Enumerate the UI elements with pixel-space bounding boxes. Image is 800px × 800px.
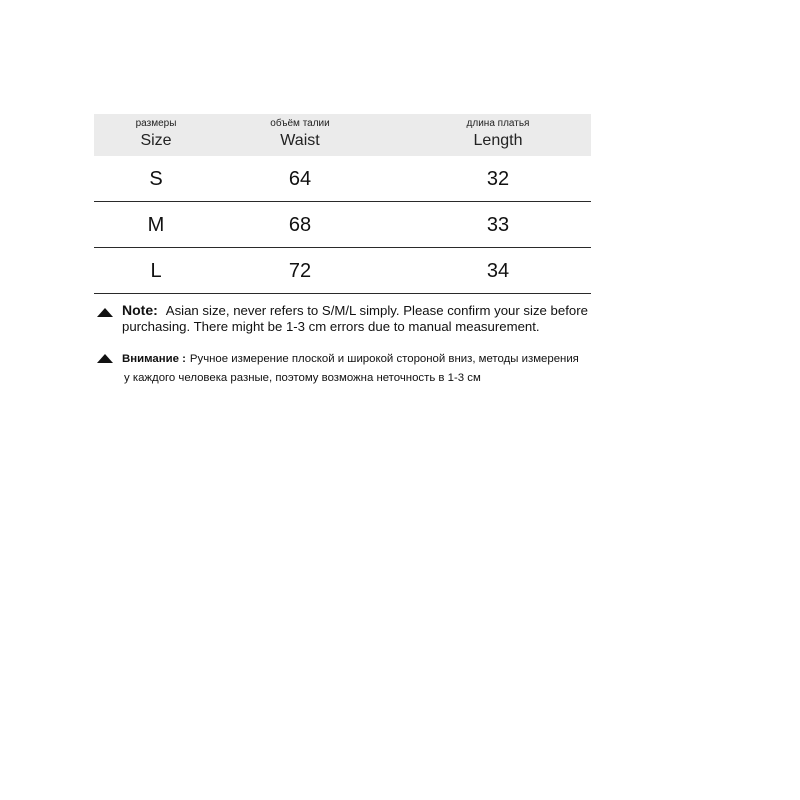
note-russian-text: [122, 350, 617, 388]
note-english-line-1: Asian size, never refers to S/M/L simply. Please confirm your size before: [165, 303, 588, 318]
length-cell: 32: [486, 167, 510, 190]
waist-cell: 64: [288, 167, 312, 190]
note-english-label: Note:: [122, 302, 158, 318]
table-header-row: [94, 114, 591, 156]
size-cell: M: [147, 213, 165, 236]
header-waist-ru: объём талии: [270, 118, 330, 129]
waist-cell: 68: [288, 213, 312, 236]
size-cell: L: [150, 259, 162, 282]
warning-triangle-icon: [97, 308, 113, 317]
table-row: [94, 156, 591, 202]
header-length-en: Length: [473, 132, 523, 149]
header-waist-en: Waist: [280, 132, 320, 149]
warning-triangle-icon: [97, 354, 113, 363]
size-chart-table: [94, 114, 591, 294]
length-cell: 34: [486, 259, 510, 282]
header-size-ru: размеры: [135, 118, 177, 129]
header-size-en: Size: [140, 132, 172, 149]
note-english-line-2: purchasing. There might be 1-3 cm errors due to manual measurement.: [122, 319, 540, 334]
note-russian-label: Внимание :: [122, 353, 186, 365]
length-cell: 33: [486, 213, 510, 236]
header-length-ru: длина платья: [466, 118, 530, 129]
note-russian-line-1: Ручное измерение плоской и широкой стороной вниз, методы измерения: [189, 353, 579, 365]
note-english-text: [122, 302, 617, 335]
note-russian-line-2: у каждого человека разные, поэтому возможна неточность в 1-3 см: [124, 372, 481, 384]
note-russian: [97, 350, 617, 388]
table-row: [94, 202, 591, 248]
table-row: [94, 248, 591, 294]
note-english: [97, 302, 617, 335]
size-cell: S: [149, 167, 163, 190]
waist-cell: 72: [288, 259, 312, 282]
